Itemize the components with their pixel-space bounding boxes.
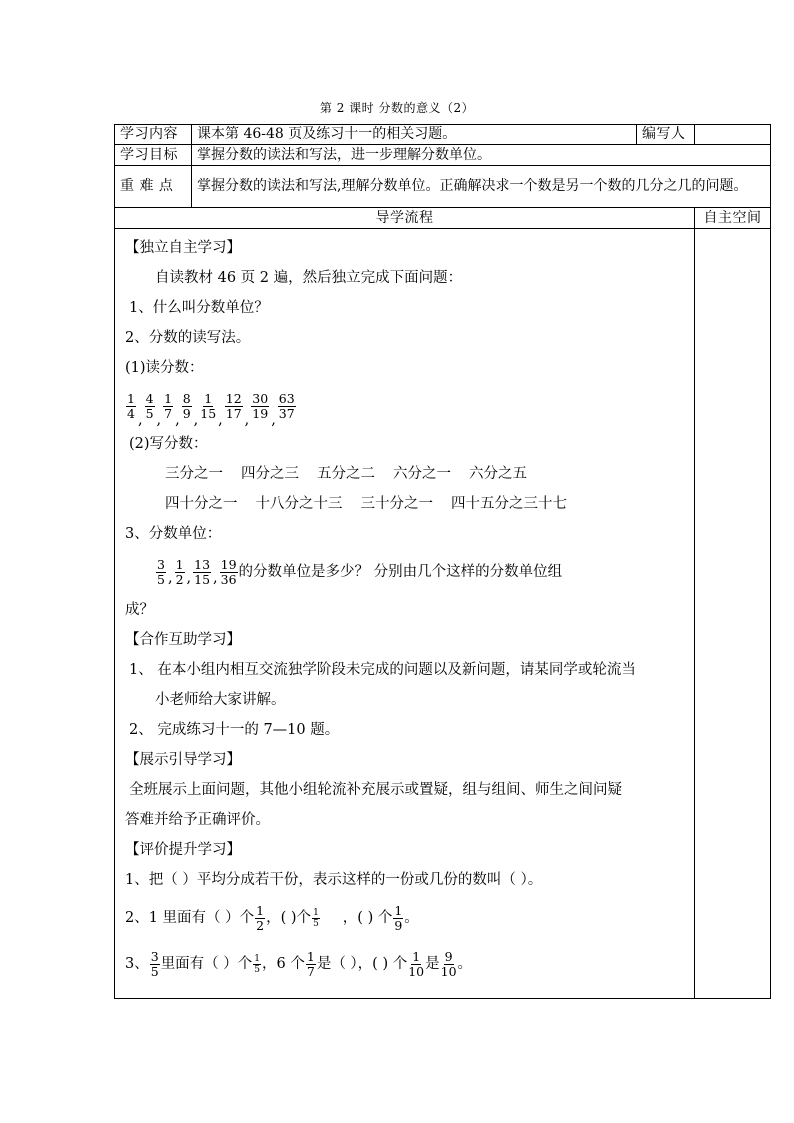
fraction: $\frac{1}{4}$	[127, 390, 135, 421]
section-heading: 【评价提升学习】	[125, 841, 241, 858]
question-2b: (2)写分数：	[129, 435, 208, 452]
fraction: $\frac{19}{36}$	[220, 556, 237, 587]
fraction: $\frac{1}{5}$	[254, 953, 261, 975]
fraction-separator: ,	[156, 412, 162, 428]
fraction: $\frac{3}{5}$	[157, 556, 165, 587]
goal-label: 学习目标	[115, 145, 192, 166]
fraction-word: 四分之三	[241, 465, 299, 482]
question-1: 1、什么叫分数单位？	[129, 299, 269, 316]
fraction-word: 六分之五	[469, 465, 527, 482]
key-points-value: 掌握分数的读法和写法,理解分数单位。正确解决求一个数是另一个数的几分之几的问题。	[192, 166, 771, 208]
fraction: $\frac{63}{37}$	[278, 390, 295, 421]
exercise-3-text: 是（ ），( ) 个	[316, 955, 408, 972]
guide-flow-content	[115, 229, 695, 999]
question-2: 2、分数的读写法。	[125, 329, 251, 346]
fraction: $\frac{1}{2}$	[256, 902, 265, 933]
exercise-2-text: ，( )个	[266, 909, 312, 926]
exercise-3-text: 。	[457, 955, 473, 972]
exercise-3	[125, 941, 686, 987]
fraction: $\frac{1}{7}$	[164, 390, 173, 421]
exercise-1: 1、把（ ）平均分成若干份，表示这样的一份或几份的数叫（ ）。	[125, 871, 543, 888]
fraction-separator: ,	[213, 569, 218, 586]
question-2a: (1)读分数：	[125, 359, 204, 376]
coop-item-2: 2、 完成练习十一的 7—10 题。	[129, 721, 340, 738]
author-value	[695, 125, 771, 145]
exercise-3-text: 3、	[125, 955, 149, 972]
unit-fractions-row	[125, 549, 686, 595]
fraction: $\frac{4}{5}$	[145, 390, 154, 421]
fraction-separator: ,	[175, 412, 180, 428]
fraction: $\frac{1}{5}$	[313, 907, 319, 929]
content-label: 学习内容	[115, 125, 192, 145]
read-fractions-row	[125, 383, 686, 429]
key-points-label: 重 难 点	[115, 166, 192, 208]
fraction-separator: ,	[167, 569, 173, 586]
instruction-text: 自读教材 46 页 2 遍，然后独立完成下面问题：	[155, 269, 463, 286]
author-label: 编写人	[637, 125, 695, 145]
fraction-word: 十八分之十三	[255, 495, 343, 512]
fraction: $\frac{9}{10}$	[440, 948, 457, 979]
fraction-separator: ,	[244, 412, 250, 428]
fraction-separator: ,	[271, 412, 276, 428]
exercise-2-text: 2、1 里面有（ ）个	[125, 909, 255, 926]
question-3-text: 的分数单位是多少？ 分别由几个这样的分数单位组	[238, 563, 563, 580]
coop-item-1: 1、 在本小组内相互交流独学阶段未完成的问题以及新问题，请某同学或轮流当	[129, 661, 636, 678]
fraction-word: 三十分之一	[360, 495, 433, 512]
fraction: $\frac{1}{9}$	[394, 902, 403, 933]
fraction-word: 三分之一	[165, 465, 223, 482]
write-fractions-row-2	[125, 489, 686, 519]
flow-header: 导学流程	[115, 208, 695, 229]
display-text: 全班展示上面问题，其他小组轮流补充展示或置疑，组与组间、师生之间问疑	[129, 781, 622, 798]
exercise-2-text: 。	[404, 909, 419, 926]
exercise-3-text: 是	[425, 955, 440, 972]
fraction: $\frac{13}{15}$	[194, 556, 211, 587]
fraction: $\frac{8}{9}$	[182, 390, 191, 421]
fraction: $\frac{1}{15}$	[200, 390, 217, 421]
exercise-3-text: 里面有（ ）个	[160, 955, 253, 972]
section-heading: 【独立自主学习】	[125, 239, 241, 256]
study-guide-table	[114, 124, 771, 999]
fraction: $\frac{3}{5}$	[150, 948, 159, 979]
fraction-word: 五分之二	[317, 465, 375, 482]
goal-value: 掌握分数的读法和写法，进一步理解分数单位。	[192, 145, 771, 166]
self-space-cell	[695, 229, 771, 999]
question-3: 3、分数单位：	[125, 525, 222, 542]
fraction-word: 四十五分之三十七	[451, 495, 567, 512]
fraction-separator: ,	[193, 412, 199, 428]
fraction-word: 六分之一	[393, 465, 451, 482]
question-3-end: 成？	[125, 601, 154, 618]
coop-item-1-cont: 小老师给大家讲解。	[155, 691, 286, 708]
fraction: $\frac{30}{19}$	[252, 390, 269, 421]
fraction: $\frac{1}{2}$	[175, 556, 184, 587]
section-heading: 【展示引导学习】	[125, 751, 241, 768]
fraction-word: 四十分之一	[165, 495, 238, 512]
fraction: $\frac{12}{17}$	[225, 390, 242, 421]
exercise-2	[125, 895, 686, 941]
fraction-separator: ,	[218, 412, 223, 428]
write-fractions-row-1	[125, 459, 686, 489]
fraction-separator: ,	[137, 412, 143, 428]
fraction: $\frac{1}{10}$	[408, 948, 425, 979]
unit-fractions	[155, 558, 239, 587]
self-space-header: 自主空间	[695, 208, 771, 229]
section-heading: 【合作互助学习】	[125, 631, 241, 648]
fraction: $\frac{1}{7}$	[306, 948, 315, 979]
exercise-3-text: ，6 个	[262, 955, 305, 972]
content-value: 课本第 46-48 页及练习十一的相关习题。	[192, 125, 637, 145]
page-title: 第 2 课时 分数的意义（2）	[319, 101, 475, 115]
exercise-2-text: ，( ) 个	[342, 909, 393, 926]
display-text-cont: 答难并给予正确评价。	[125, 811, 270, 828]
fraction-separator: ,	[186, 569, 192, 586]
